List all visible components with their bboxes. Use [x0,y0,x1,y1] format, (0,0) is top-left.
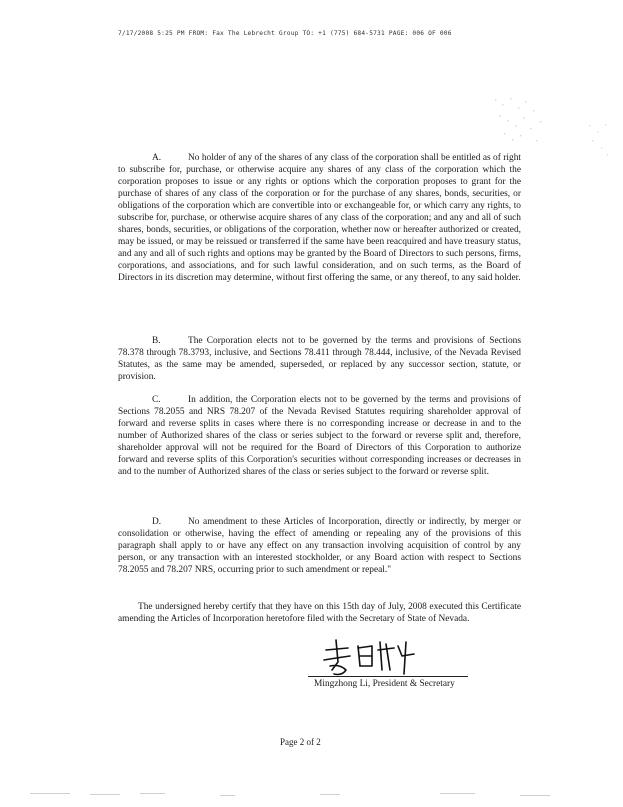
paragraph-c [118,394,521,478]
fax-noise-top-right [490,95,560,150]
fax-header: 7/17/2008 5:25 PM FROM: Fax The Lebrecht Group TO: +1 (775) 684-5731 PAGE: 006 OF 006 [118,30,452,37]
paragraph-d-label: D. [152,517,162,527]
paragraph-a-text: No holder of any of the shares of any class of the corporation shall be entitled as of right to subscribe for, purchase, or otherwise acquire any shares of any class of the corporation which the corporation proposes to issue or any rights or options which the corporation proposes to grant for the purchase of shares of any class of the corporation or for the purchase of any shares, bonds, securities, or obligations of the corporation which are convertible into or exchangeable for, or which carry any rights, to subscribe for, purchase, or otherwise acquire shares of any class of the corporation; and any and all of such shares, bonds, securities, or obligations of the corporation, whether now or hereafter authorized or created, may be issued, or may be reissued or transferred if the same have been reacquired and have treasury status, and any and all of such rights and options may be granted by the Board of Directors to such persons, firms, corporations, and associations, and for such lawful consideration, and on such terms, as the Board of Directors in its discretion may determine, without first offering the same, or any thereof, to any said holder. [118,153,521,284]
signer-name-title: Mingzhong Li, President & Secretary [314,679,455,689]
paragraph-d-text: No amendment to these Articles of Incorporation, directly or indirectly, by merger or consolidation or otherwise, having the effect of amending or repealing any of the provisions of this paragraph shall apply to or have any effect on any transaction involving acquisition of control by any person, or any transaction with an interested stockholder, or any Board action with respect to Sections 78.2055 and 78.207 NRS, occurring prior to such amendment or repeal." [118,517,521,576]
paragraph-b-label: B. [152,336,161,346]
paragraph-a [118,152,521,285]
signature-line [308,676,468,677]
fax-noise-right-edge [585,120,615,160]
paragraph-b [118,335,521,383]
fax-noise-bottom [20,790,600,800]
page-number: Page 2 of 2 [280,737,321,747]
paragraph-c-label: C. [152,395,161,405]
paragraph-a-label: A. [152,153,162,163]
paragraph-d [118,516,521,576]
paragraph-b-text: The Corporation elects not to be governed by the terms and provisions of Sections 78.378 through 78.3793, inclusive, and Sections 78.411 through 78.444, inclusive, of the Nevada Revised Statutes, as the same may be amended, superseded, or replaced by any successor section, statute, or provision. [118,336,521,383]
handwritten-signature [318,636,438,678]
paragraph-c-text: In addition, the Corporation elects not to be governed by the terms and provisions of Sections 78.2055 and NRS 78.207 of the Nevada Revised Statutes requiring shareholder approval of forward and reverse splits in cases where there is no corresponding increase or decrease in and to the number of Authorized shares of the class or series subject to the forward or reverse split and, therefore, shareholder approval will not be required for the Board of Directors of this Corporation to authorize forward and reverse splits of this Corporation's securities without corresponding increases or decreases in and to the number of Authorized shares of the class or series subject to the forward or reverse split. [118,395,521,478]
certification-paragraph: The undersigned hereby certify that they have on this 15th day of July, 2008 executed this Certificate amending the Articles of Incorporation heretofore filed with the Secretary of State of Nevada. [118,602,521,625]
